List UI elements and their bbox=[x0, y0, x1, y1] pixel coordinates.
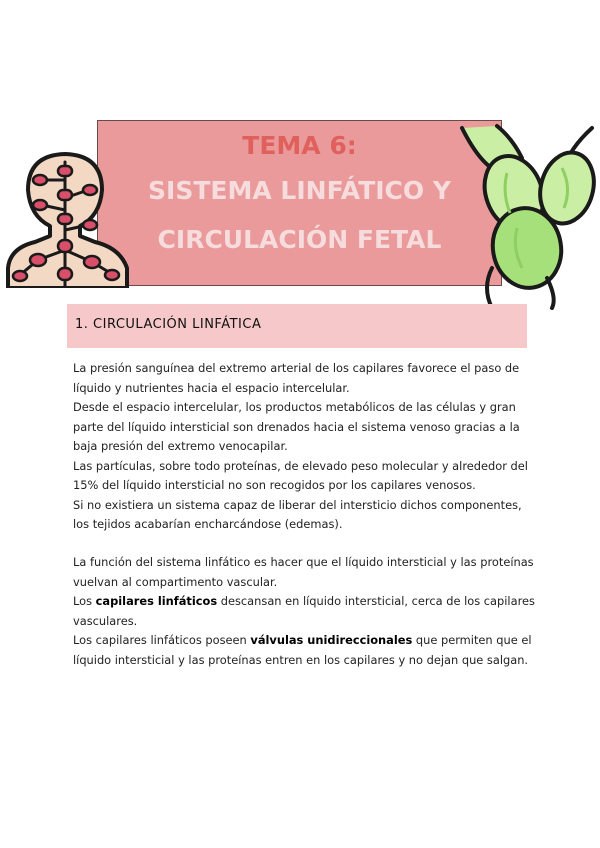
bold-term-valvulas: válvulas unidireccionales bbox=[250, 633, 413, 647]
text-line: baja presión del extremo venocapilar. bbox=[73, 439, 288, 453]
section-header bbox=[67, 304, 527, 348]
text-line: Si no existiera un sistema capaz de liberar del intersticio dichos componentes, bbox=[73, 497, 522, 512]
section-title: 1. CIRCULACIÓN LINFÁTICA bbox=[75, 317, 262, 332]
text-line: 15% del líquido intersticial no son recogidos por los capilares venosos. bbox=[73, 478, 476, 492]
text-line: Las partículas, sobre todo proteínas, de elevado peso molecular y alrededor del bbox=[73, 458, 528, 473]
paragraph-2 bbox=[73, 553, 533, 670]
lymph-node-icon bbox=[452, 118, 600, 310]
text-line: Los capilares linfáticos poseen válvulas unidireccionales que permiten que el bbox=[73, 633, 532, 647]
text-line: vuelvan al compartimento vascular. bbox=[73, 574, 278, 589]
text-line: líquido intersticial y las proteínas entren en los capilares y no dejan que salgan. bbox=[73, 652, 529, 667]
bold-term-capilares: capilares linfáticos bbox=[95, 594, 218, 608]
title-line-1: TEMA 6: bbox=[242, 131, 357, 160]
text-line: La presión sanguínea del extremo arterial de los capilares favorece el paso de bbox=[73, 361, 520, 375]
text-line: los tejidos acabarían encharcándose (edemas). bbox=[73, 517, 343, 531]
title-box bbox=[97, 120, 502, 286]
text-line: Desde el espacio intercelular, los productos metabólicos de las células y gran bbox=[73, 400, 516, 414]
lymphatic-body-icon bbox=[0, 150, 135, 288]
title-line-2: SISTEMA LINFÁTICO Y bbox=[148, 176, 451, 205]
text-line: La función del sistema linfático es hacer que el líquido intersticial y las proteínas bbox=[73, 555, 534, 569]
text-line: Los capilares linfáticos descansan en líquido intersticial, cerca de los capilares bbox=[73, 594, 535, 608]
paragraph-1 bbox=[73, 359, 533, 535]
text-line: vasculares. bbox=[73, 613, 138, 628]
text-line: líquido y nutrientes hacia el espacio intercelular. bbox=[73, 380, 350, 395]
title-line-3: CIRCULACIÓN FETAL bbox=[157, 225, 442, 254]
text-line: parte del líquido intersticial son drenados hacia el sistema venoso gracias a la bbox=[73, 419, 520, 434]
